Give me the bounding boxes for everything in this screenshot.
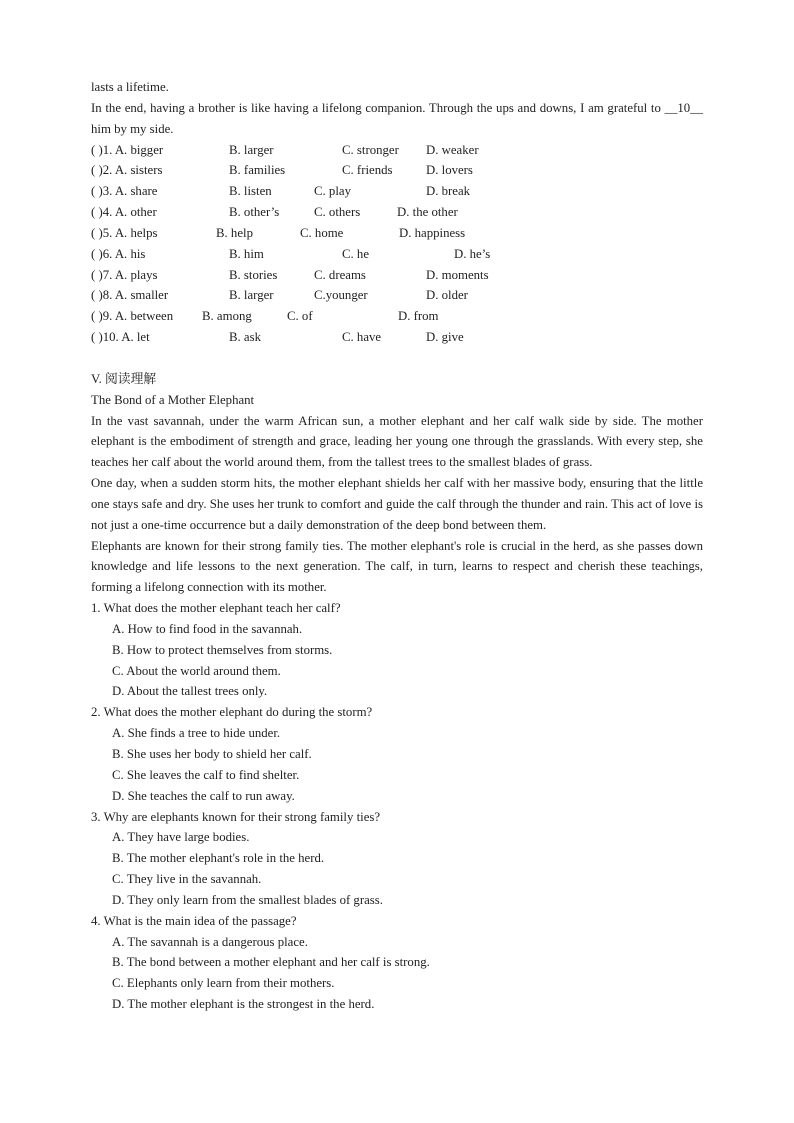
passage-title: The Bond of a Mother Elephant: [91, 392, 255, 407]
passage-paragraph: Elephants are known for their strong family ties. The mother elephant's role is crucial in the herd, as she passes down knowledge and life lessons to the next generation. The calf, in turn, learns to respect and cherish these teachings, forming a lifelong connection with its mother.: [91, 538, 703, 595]
cloze-row: [91, 160, 703, 181]
question-block: [91, 911, 703, 1015]
answer-option: C. About the world around them.: [112, 663, 281, 678]
cloze-d: D. give: [426, 330, 464, 345]
cloze-num-a: ( )3. A. share: [91, 184, 158, 199]
cloze-c: C. he: [342, 246, 370, 261]
cloze-b: B. ask: [229, 330, 261, 345]
question-text: 3. Why are elephants known for their strong family ties?: [91, 809, 381, 824]
answer-option: D. She teaches the calf to run away.: [112, 788, 295, 803]
cloze-b: B. stories: [229, 267, 278, 282]
cloze-num-a: ( )4. A. other: [91, 205, 157, 220]
answer-option: B. How to protect themselves from storms.: [112, 642, 333, 657]
answer-option: C. They live in the savannah.: [112, 872, 262, 887]
intro-paragraph: In the end, having a brother is like having a lifelong companion. Through the ups and downs, I am grateful to __10__ him by my side.: [91, 100, 703, 136]
cloze-c: C. stronger: [342, 142, 399, 157]
answer-option: A. How to find food in the savannah.: [112, 621, 303, 636]
cloze-d: D. from: [398, 309, 439, 324]
cloze-row: [91, 181, 703, 202]
intro-line: lasts a lifetime.: [91, 80, 169, 94]
cloze-c: C. dreams: [314, 267, 366, 282]
cloze-b: B. listen: [229, 184, 272, 199]
cloze-num-a: ( )2. A. sisters: [91, 163, 163, 178]
cloze-row: [91, 202, 703, 223]
cloze-c: C.younger: [314, 288, 368, 303]
cloze-c: C. of: [287, 309, 313, 324]
cloze-num-a: ( )1. A. bigger: [91, 142, 164, 157]
cloze-num-a: ( )10. A. let: [91, 330, 150, 345]
answer-option: D. About the tallest trees only.: [112, 684, 268, 699]
cloze-row: [91, 327, 703, 348]
cloze-options: [91, 140, 703, 348]
cloze-d: D. happiness: [399, 225, 466, 240]
cloze-b: B. families: [229, 163, 286, 178]
cloze-c: C. others: [314, 205, 361, 220]
cloze-row: [91, 285, 703, 306]
passage-paragraph: In the vast savannah, under the warm African sun, a mother elephant and her calf walk side by side. The mother elephant is the embodiment of strength and grace, leading her young one through the grasslands. With every step, she teaches her calf about the world around them, from the tallest trees to the smallest blades of grass.: [91, 413, 703, 470]
cloze-d: D. older: [426, 288, 468, 303]
cloze-c: C. home: [300, 225, 344, 240]
cloze-num-a: ( )7. A. plays: [91, 267, 158, 282]
cloze-c: C. play: [314, 184, 351, 199]
answer-option: B. The bond between a mother elephant and her calf is strong.: [112, 955, 430, 970]
cloze-row: [91, 306, 703, 327]
question-block: [91, 807, 703, 911]
cloze-d: D. weaker: [426, 142, 479, 157]
cloze-b: B. larger: [229, 288, 274, 303]
cloze-num-a: ( )8. A. smaller: [91, 288, 169, 303]
cloze-d: D. the other: [397, 205, 458, 220]
document-page: [91, 77, 703, 1015]
answer-option: D. They only learn from the smallest blades of grass.: [112, 892, 383, 907]
cloze-d: D. lovers: [426, 163, 473, 178]
answer-option: A. The savannah is a dangerous place.: [112, 934, 308, 949]
answer-option: B. She uses her body to shield her calf.: [112, 747, 312, 761]
question-text: 1. What does the mother elephant teach her calf?: [91, 601, 341, 616]
cloze-d: D. moments: [426, 267, 489, 282]
cloze-d: D. he’s: [454, 246, 491, 261]
answer-option: C. Elephants only learn from their mothers.: [112, 976, 335, 991]
question-text: 4. What is the main idea of the passage?: [91, 913, 297, 928]
question-block: [91, 598, 703, 702]
cloze-num-a: ( )5. A. helps: [91, 225, 158, 240]
section-heading: V. 阅读理解: [91, 371, 157, 386]
passage-paragraph: One day, when a sudden storm hits, the mother elephant shields her calf with her massive body, ensuring that the little one stays safe and dry. She uses her trunk to comfort and guide the calf through the thunder and rain. This act of love is not just a one-time occurrence but a daily demonstration of the deep bond between them.: [91, 476, 703, 532]
answer-option: A. She finds a tree to hide under.: [112, 726, 281, 741]
question-text: 2. What does the mother elephant do during the storm?: [91, 705, 373, 720]
cloze-row: [91, 223, 703, 244]
cloze-d: D. break: [426, 184, 471, 199]
answer-option: C. She leaves the calf to find shelter.: [112, 767, 300, 782]
cloze-b: B. him: [229, 246, 264, 261]
answer-option: B. The mother elephant's role in the herd.: [112, 851, 325, 866]
answer-option: A. They have large bodies.: [112, 830, 250, 845]
cloze-b: B. help: [216, 225, 253, 240]
cloze-num-a: ( )6. A. his: [91, 246, 146, 261]
cloze-b: B. among: [202, 309, 252, 324]
question-block: [91, 702, 703, 806]
cloze-c: C. have: [342, 330, 382, 345]
cloze-b: B. other’s: [229, 205, 280, 220]
answer-option: D. The mother elephant is the strongest in the herd.: [112, 997, 375, 1012]
cloze-row: [91, 244, 703, 265]
cloze-c: C. friends: [342, 163, 393, 178]
cloze-row: [91, 140, 703, 161]
cloze-b: B. larger: [229, 142, 274, 157]
cloze-num-a: ( )9. A. between: [91, 309, 174, 324]
cloze-row: [91, 265, 703, 286]
